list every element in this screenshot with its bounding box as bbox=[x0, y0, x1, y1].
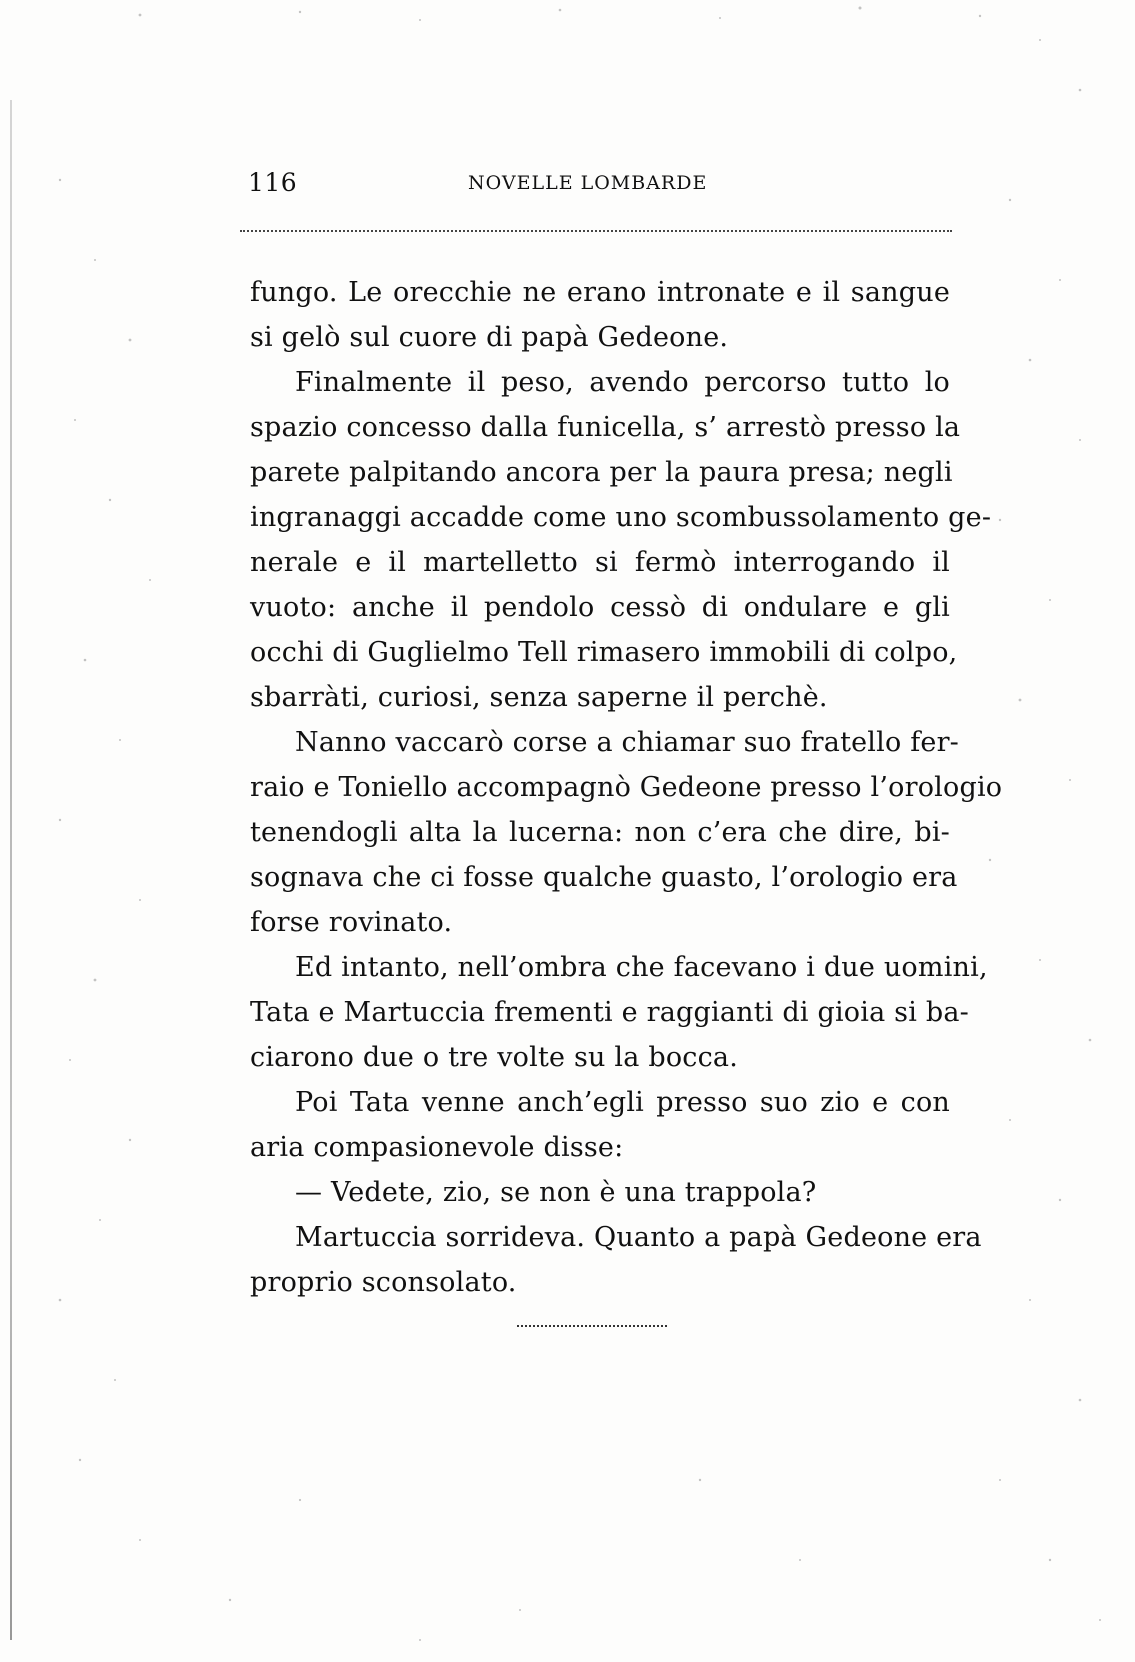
text-line: Martuccia sorrideva. Quanto a papà Gedeone era bbox=[295, 1222, 982, 1253]
text-line: — Vedete, zio, se non è una trappola? bbox=[295, 1177, 817, 1208]
text-line: aria compasionevole disse: bbox=[250, 1132, 624, 1163]
text-line: parete palpitando ancora per la paura presa; negli bbox=[250, 457, 953, 488]
text-line: Poi Tata venne anch’egli presso suo zio e con bbox=[295, 1087, 950, 1118]
text-line: ingranaggi accadde come uno scombussolamento ge- bbox=[250, 502, 992, 533]
running-head bbox=[248, 168, 948, 204]
text-line: raio e Toniello accompagnò Gedeone presso l’orologio bbox=[250, 772, 1003, 803]
header-rule bbox=[240, 230, 952, 232]
text-line: si gelò sul cuore di papà Gedeone. bbox=[250, 322, 729, 353]
text-line: Nanno vaccarò corse a chiamar suo fratello fer- bbox=[295, 727, 960, 758]
body-text bbox=[250, 270, 1003, 1305]
text-line: Tata e Martuccia frementi e raggianti di gioia si ba- bbox=[250, 997, 969, 1028]
text-line: proprio sconsolato. bbox=[250, 1267, 517, 1298]
text-line: sbarràti, curiosi, senza saperne il perchè. bbox=[250, 682, 828, 713]
text-line: Finalmente il peso, avendo percorso tutto lo bbox=[295, 367, 950, 398]
text-line: vuoto: anche il pendolo cessò di ondulare e gli bbox=[250, 592, 950, 623]
text-line: Ed intanto, nell’ombra che facevano i due uomini, bbox=[295, 952, 988, 983]
text-line: occhi di Guglielmo Tell rimasero immobili di colpo, bbox=[250, 637, 958, 668]
text-line: fungo. Le orecchie ne erano intronate e il sangue bbox=[250, 277, 950, 308]
end-ornament-rule bbox=[517, 1325, 667, 1327]
text-line: nerale e il martelletto si fermò interrogando il bbox=[250, 547, 950, 578]
text-line: spazio concesso dalla funicella, s’ arrestò presso la bbox=[250, 412, 961, 443]
text-line: sognava che ci fosse qualche guasto, l’orologio era bbox=[250, 862, 958, 893]
running-title: NOVELLE LOMBARDE bbox=[468, 172, 708, 194]
text-line: ciarono due o tre volte su la bocca. bbox=[250, 1042, 738, 1073]
page-number: 116 bbox=[248, 168, 298, 197]
text-line: forse rovinato. bbox=[250, 907, 453, 938]
text-line: tenendogli alta la lucerna: non c’era che dire, bi- bbox=[250, 817, 950, 848]
page-edge-shadow bbox=[10, 100, 12, 1640]
